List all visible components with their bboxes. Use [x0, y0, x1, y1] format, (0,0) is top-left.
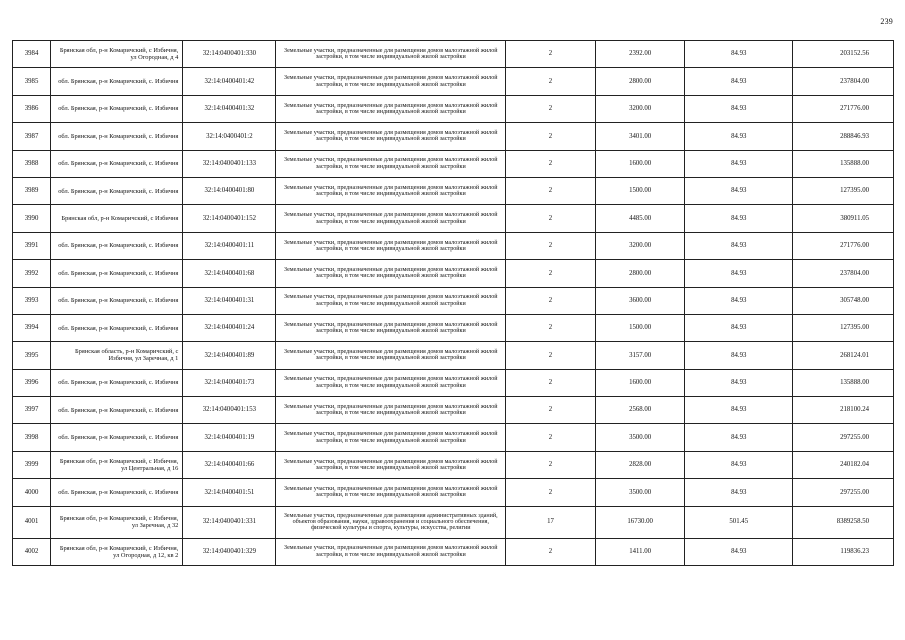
area-cell: 1500.00	[595, 314, 685, 341]
area-cell: 3500.00	[595, 424, 685, 451]
cadastral-value-cell: 268124.01	[793, 342, 894, 369]
table-row	[13, 68, 894, 95]
specific-value-cell: 84.93	[685, 397, 793, 424]
area-cell: 2568.00	[595, 397, 685, 424]
cadastral-number-cell: 32:14:0400401:51	[183, 479, 276, 506]
permitted-use-cell: Земельные участки, предназначенные для размещения административных зданий, объектов образования, науки, здравоохранения и социального обеспечения, физической культуры и спорта, культуры, искусства, религии	[276, 506, 506, 538]
group-code-cell: 2	[506, 479, 596, 506]
group-code-cell: 2	[506, 123, 596, 150]
table-row	[13, 123, 894, 150]
area-cell: 2828.00	[595, 451, 685, 478]
row-number-cell: 3984	[13, 41, 51, 68]
specific-value-cell: 84.93	[685, 479, 793, 506]
specific-value-cell: 84.93	[685, 95, 793, 122]
area-cell: 2392.00	[595, 41, 685, 68]
area-cell: 1600.00	[595, 369, 685, 396]
table-row	[13, 342, 894, 369]
cadastral-number-cell: 32:14:0400401:133	[183, 150, 276, 177]
address-cell: обл. Брянская, р-н Комаричский, с. Избичня	[51, 95, 183, 122]
specific-value-cell: 84.93	[685, 205, 793, 232]
area-cell: 2800.00	[595, 260, 685, 287]
cadastral-number-cell: 32:14:0400401:32	[183, 95, 276, 122]
row-number-cell: 3994	[13, 314, 51, 341]
table-row	[13, 260, 894, 287]
address-cell: Брянская обл, р-н Комаричский, с Избичня, ул Центральная, д 16	[51, 451, 183, 478]
cadastral-value-cell: 237804.00	[793, 68, 894, 95]
row-number-cell: 3989	[13, 177, 51, 204]
row-number-cell: 3997	[13, 397, 51, 424]
cadastral-number-cell: 32:14:0400401:31	[183, 287, 276, 314]
address-cell: Брянская обл, р-н Комаричский, с Избичня, ул Огородная, д 4	[51, 41, 183, 68]
cadastral-number-cell: 32:14:0400401:152	[183, 205, 276, 232]
area-cell: 3200.00	[595, 95, 685, 122]
permitted-use-cell: Земельные участки, предназначенные для размещения домов малоэтажной жилой застройки, в том числе индивидуальной жилой застройки	[276, 260, 506, 287]
table-row	[13, 538, 894, 565]
row-number-cell: 4000	[13, 479, 51, 506]
permitted-use-cell: Земельные участки, предназначенные для размещения домов малоэтажной жилой застройки, в том числе индивидуальной жилой застройки	[276, 314, 506, 341]
permitted-use-cell: Земельные участки, предназначенные для размещения домов малоэтажной жилой застройки, в том числе индивидуальной жилой застройки	[276, 397, 506, 424]
area-cell: 1411.00	[595, 538, 685, 565]
table-row	[13, 287, 894, 314]
cadastral-value-cell: 127395.00	[793, 177, 894, 204]
address-cell: обл. Брянская, р-н Комаричский, с. Избичня	[51, 68, 183, 95]
group-code-cell: 2	[506, 424, 596, 451]
area-cell: 4485.00	[595, 205, 685, 232]
address-cell: Брянская обл, р-н Комаричский, с Избичня	[51, 205, 183, 232]
cadastral-number-cell: 32:14:0400401:24	[183, 314, 276, 341]
permitted-use-cell: Земельные участки, предназначенные для размещения домов малоэтажной жилой застройки, в том числе индивидуальной жилой застройки	[276, 41, 506, 68]
address-cell: обл. Брянская, р-н Комаричский, с. Избичня	[51, 260, 183, 287]
specific-value-cell: 84.93	[685, 123, 793, 150]
cadastral-value-cell: 288846.93	[793, 123, 894, 150]
table-row	[13, 177, 894, 204]
cadastral-value-cell: 297255.00	[793, 424, 894, 451]
row-number-cell: 3999	[13, 451, 51, 478]
cadastral-value-table	[12, 40, 894, 566]
table-row	[13, 424, 894, 451]
cadastral-number-cell: 32:14:0400401:89	[183, 342, 276, 369]
permitted-use-cell: Земельные участки, предназначенные для размещения домов малоэтажной жилой застройки, в том числе индивидуальной жилой застройки	[276, 538, 506, 565]
row-number-cell: 3991	[13, 232, 51, 259]
group-code-cell: 2	[506, 342, 596, 369]
group-code-cell: 2	[506, 397, 596, 424]
area-cell: 3200.00	[595, 232, 685, 259]
permitted-use-cell: Земельные участки, предназначенные для размещения домов малоэтажной жилой застройки, в том числе индивидуальной жилой застройки	[276, 369, 506, 396]
cadastral-value-cell: 380911.05	[793, 205, 894, 232]
group-code-cell: 2	[506, 287, 596, 314]
address-cell: Брянская обл, р-н Комаричский, с Избичня, ул Заречная, д 32	[51, 506, 183, 538]
cadastral-value-cell: 203152.56	[793, 41, 894, 68]
address-cell: обл. Брянская, р-н Комаричский, с. Избичня	[51, 314, 183, 341]
permitted-use-cell: Земельные участки, предназначенные для размещения домов малоэтажной жилой застройки, в том числе индивидуальной жилой застройки	[276, 451, 506, 478]
group-code-cell: 2	[506, 41, 596, 68]
specific-value-cell: 84.93	[685, 41, 793, 68]
address-cell: Брянская обл, р-н Комаричский, с Избичня, ул Огородная, д 12, кв 2	[51, 538, 183, 565]
permitted-use-cell: Земельные участки, предназначенные для размещения домов малоэтажной жилой застройки, в том числе индивидуальной жилой застройки	[276, 232, 506, 259]
area-cell: 1600.00	[595, 150, 685, 177]
row-number-cell: 3998	[13, 424, 51, 451]
address-cell: Брянская область, р-н Комаричский, с Избичня, ул Заречная, д 1	[51, 342, 183, 369]
area-cell: 2800.00	[595, 68, 685, 95]
row-number-cell: 3993	[13, 287, 51, 314]
address-cell: обл. Брянская, р-н Комаричский, с. Избичня	[51, 424, 183, 451]
cadastral-value-cell: 297255.00	[793, 479, 894, 506]
specific-value-cell: 84.93	[685, 150, 793, 177]
address-cell: обл. Брянская, р-н Комаричский, с. Избичня	[51, 369, 183, 396]
specific-value-cell: 84.93	[685, 424, 793, 451]
area-cell: 3600.00	[595, 287, 685, 314]
specific-value-cell: 84.93	[685, 342, 793, 369]
permitted-use-cell: Земельные участки, предназначенные для размещения домов малоэтажной жилой застройки, в том числе индивидуальной жилой застройки	[276, 205, 506, 232]
row-number-cell: 3987	[13, 123, 51, 150]
specific-value-cell: 501.45	[685, 506, 793, 538]
cadastral-value-cell: 271776.00	[793, 232, 894, 259]
row-number-cell: 3990	[13, 205, 51, 232]
group-code-cell: 2	[506, 451, 596, 478]
permitted-use-cell: Земельные участки, предназначенные для размещения домов малоэтажной жилой застройки, в том числе индивидуальной жилой застройки	[276, 342, 506, 369]
table-row	[13, 232, 894, 259]
row-number-cell: 3985	[13, 68, 51, 95]
row-number-cell: 3992	[13, 260, 51, 287]
area-cell: 1500.00	[595, 177, 685, 204]
specific-value-cell: 84.93	[685, 314, 793, 341]
group-code-cell: 2	[506, 177, 596, 204]
area-cell: 3500.00	[595, 479, 685, 506]
cadastral-number-cell: 32:14:0400401:42	[183, 68, 276, 95]
cadastral-number-cell: 32:14:0400401:153	[183, 397, 276, 424]
row-number-cell: 3988	[13, 150, 51, 177]
row-number-cell: 3995	[13, 342, 51, 369]
address-cell: обл. Брянская, р-н Комаричский, с. Избичня	[51, 150, 183, 177]
specific-value-cell: 84.93	[685, 232, 793, 259]
cadastral-number-cell: 32:14:0400401:330	[183, 41, 276, 68]
cadastral-value-cell: 218100.24	[793, 397, 894, 424]
group-code-cell: 2	[506, 150, 596, 177]
cadastral-value-cell: 127395.00	[793, 314, 894, 341]
cadastral-value-cell: 237804.00	[793, 260, 894, 287]
cadastral-value-cell: 119836.23	[793, 538, 894, 565]
permitted-use-cell: Земельные участки, предназначенные для размещения домов малоэтажной жилой застройки, в том числе индивидуальной жилой застройки	[276, 479, 506, 506]
table-row	[13, 369, 894, 396]
address-cell: обл. Брянская, р-н Комаричский, с. Избичня	[51, 123, 183, 150]
specific-value-cell: 84.93	[685, 369, 793, 396]
permitted-use-cell: Земельные участки, предназначенные для размещения домов малоэтажной жилой застройки, в том числе индивидуальной жилой застройки	[276, 68, 506, 95]
area-cell: 3401.00	[595, 123, 685, 150]
table-row	[13, 205, 894, 232]
page-number: 239	[880, 17, 893, 26]
cadastral-number-cell: 32:14:0400401:68	[183, 260, 276, 287]
cadastral-number-cell: 32:14:0400401:329	[183, 538, 276, 565]
cadastral-value-cell: 305748.00	[793, 287, 894, 314]
specific-value-cell: 84.93	[685, 68, 793, 95]
cadastral-number-cell: 32:14:0400401:80	[183, 177, 276, 204]
group-code-cell: 2	[506, 260, 596, 287]
cadastral-value-cell: 8389258.50	[793, 506, 894, 538]
permitted-use-cell: Земельные участки, предназначенные для размещения домов малоэтажной жилой застройки, в том числе индивидуальной жилой застройки	[276, 123, 506, 150]
permitted-use-cell: Земельные участки, предназначенные для размещения домов малоэтажной жилой застройки, в том числе индивидуальной жилой застройки	[276, 287, 506, 314]
row-number-cell: 4002	[13, 538, 51, 565]
specific-value-cell: 84.93	[685, 177, 793, 204]
table-row	[13, 506, 894, 538]
cadastral-number-cell: 32:14:0400401:11	[183, 232, 276, 259]
cadastral-value-cell: 135888.00	[793, 369, 894, 396]
cadastral-value-cell: 240182.04	[793, 451, 894, 478]
group-code-cell: 2	[506, 205, 596, 232]
specific-value-cell: 84.93	[685, 451, 793, 478]
cadastral-number-cell: 32:14:0400401:331	[183, 506, 276, 538]
area-cell: 3157.00	[595, 342, 685, 369]
cadastral-value-cell: 271776.00	[793, 95, 894, 122]
cadastral-number-cell: 32:14:0400401:19	[183, 424, 276, 451]
group-code-cell: 2	[506, 232, 596, 259]
address-cell: обл. Брянская, р-н Комаричский, с. Избичня	[51, 177, 183, 204]
table-row	[13, 314, 894, 341]
table-row	[13, 451, 894, 478]
row-number-cell: 3986	[13, 95, 51, 122]
table-row	[13, 150, 894, 177]
cadastral-value-cell: 135888.00	[793, 150, 894, 177]
permitted-use-cell: Земельные участки, предназначенные для размещения домов малоэтажной жилой застройки, в том числе индивидуальной жилой застройки	[276, 95, 506, 122]
address-cell: обл. Брянская, р-н Комаричский, с. Избичня	[51, 287, 183, 314]
group-code-cell: 17	[506, 506, 596, 538]
permitted-use-cell: Земельные участки, предназначенные для размещения домов малоэтажной жилой застройки, в том числе индивидуальной жилой застройки	[276, 150, 506, 177]
group-code-cell: 2	[506, 369, 596, 396]
group-code-cell: 2	[506, 314, 596, 341]
cadastral-number-cell: 32:14:0400401:73	[183, 369, 276, 396]
table-row	[13, 41, 894, 68]
address-cell: обл. Брянская, р-н Комаричский, с. Избичня	[51, 232, 183, 259]
row-number-cell: 4001	[13, 506, 51, 538]
table-row	[13, 397, 894, 424]
table-row	[13, 479, 894, 506]
group-code-cell: 2	[506, 95, 596, 122]
permitted-use-cell: Земельные участки, предназначенные для размещения домов малоэтажной жилой застройки, в том числе индивидуальной жилой застройки	[276, 424, 506, 451]
table-body	[13, 41, 894, 566]
group-code-cell: 2	[506, 68, 596, 95]
area-cell: 16730.00	[595, 506, 685, 538]
address-cell: обл. Брянская, р-н Комаричский, с. Избичня	[51, 397, 183, 424]
row-number-cell: 3996	[13, 369, 51, 396]
permitted-use-cell: Земельные участки, предназначенные для размещения домов малоэтажной жилой застройки, в том числе индивидуальной жилой застройки	[276, 177, 506, 204]
cadastral-number-cell: 32:14:0400401:66	[183, 451, 276, 478]
specific-value-cell: 84.93	[685, 287, 793, 314]
group-code-cell: 2	[506, 538, 596, 565]
cadastral-number-cell: 32:14:0400401:2	[183, 123, 276, 150]
address-cell: обл. Брянская, р-н Комаричский, с. Избичня	[51, 479, 183, 506]
specific-value-cell: 84.93	[685, 260, 793, 287]
specific-value-cell: 84.93	[685, 538, 793, 565]
table-row	[13, 95, 894, 122]
